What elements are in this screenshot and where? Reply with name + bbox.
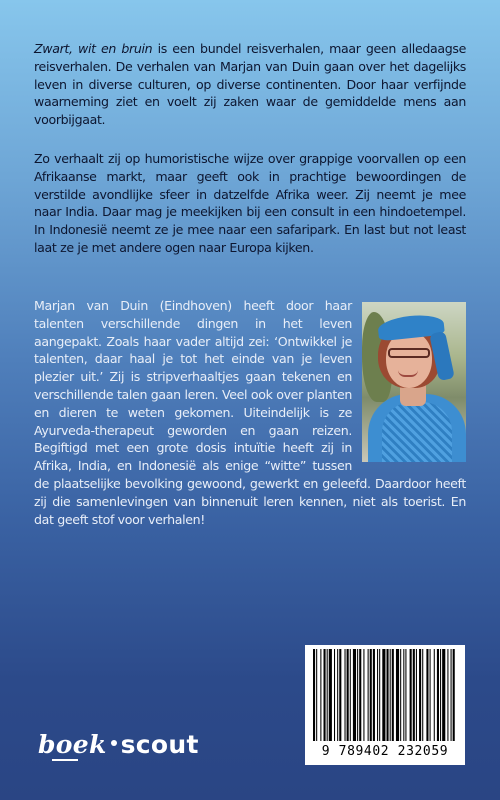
publisher-logo-part2: scout [120, 730, 199, 759]
logo-underline [52, 759, 78, 761]
blurb-paragraph-2: Zo verhaalt zij op humoristische wijze over grappige voorvallen op een Afrikaanse markt, maar geeft ook in prachtige bewoordingen de verstilde avondlijke sfeer in datzelfde Afrika weer. Zij neemt je mee naar India. Daar mag je meekijken bij een consult in een hindoetempel. In Indonesië neemt ze je mee naar een safaripark. En last but not least laat ze je met andere ogen naar Europa kijken. [34, 151, 466, 255]
blurb-paragraph-1 [34, 40, 466, 129]
barcode-bars [313, 649, 457, 741]
book-title: Zwart, wit en bruin [34, 41, 153, 56]
blurb-paragraph-1-text: is een bundel reisverhalen, maar geen alledaagse reisverhalen. De verhalen van Marjan van Duin gaan over het dagelijks leven in diverse culturen, op diverse continenten. Door haar verfijnde waarneming ziet en voelt zij zaken waar de gemiddelde mens aan voorbijgaat. [34, 41, 466, 128]
publisher-logo [38, 730, 199, 759]
isbn-number: 9 789402 232059 [321, 744, 449, 759]
barcode [305, 645, 465, 765]
author-photo [362, 302, 466, 462]
author-bio-text: Marjan van Duin (Eindhoven) heeft door haar talenten verschillende dingen in het leven aangepakt. Zoals haar vader altijd zei: ‘Ontwikkel je talenten, daar haal je tot het einde van je leven plezier uit.’ Zij is stripverhaaltjes gaan tekenen en verschillende talen gaan leren. Veel ook over planten en dieren te weten gekomen. Uiteindelijk is ze Ayurveda-therapeut geworden en gaan reizen. Begiftigd met een grote dosis intuïtie heeft zij in Afrika, India, en Indonesië als enige “witte” tussen de plaatselijke bevolking gewoond, gewerkt en geleefd. Daardoor heeft zij die samenlevingen van binnenuit leren kennen, niet als toerist. En dat geeft stof voor verhalen! [34, 298, 466, 527]
logo-dot-icon [111, 740, 117, 746]
publisher-logo-part1: boek [38, 730, 107, 759]
author-bio [34, 297, 466, 528]
